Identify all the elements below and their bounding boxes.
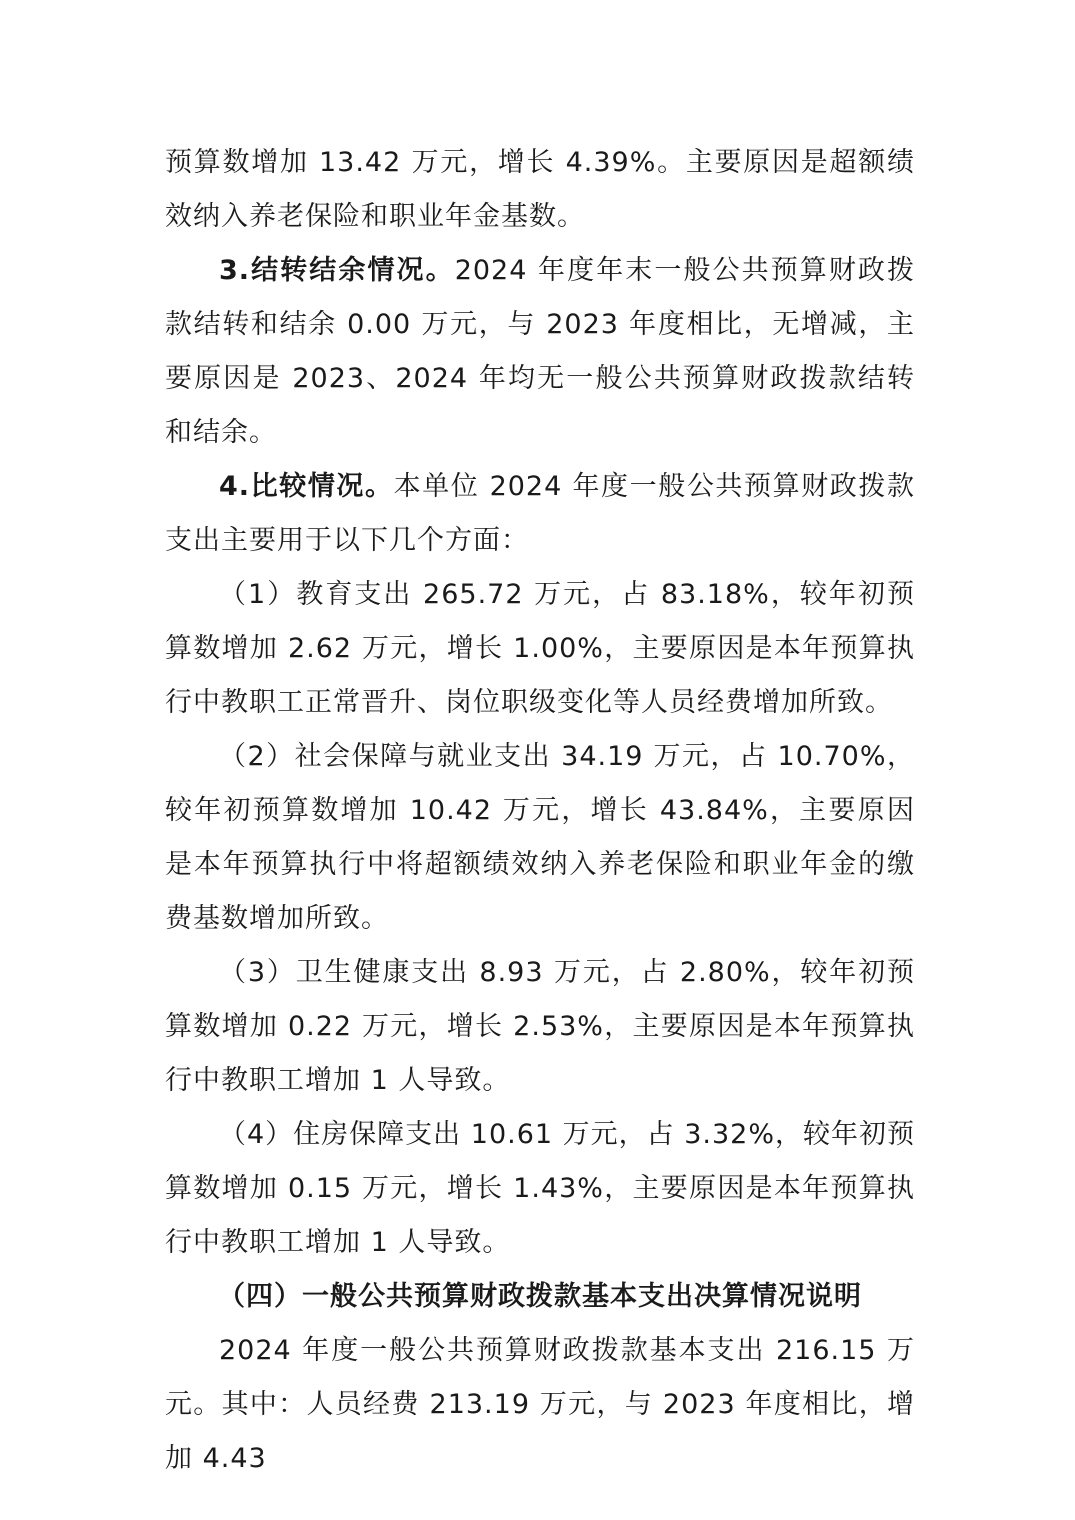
section-heading: （四）一般公共预算财政拨款基本支出决算情况说明 (218, 1281, 862, 1312)
item-social-security: （2）社会保障与就业支出 34.19 万元，占 10.70%，较年初预算数增加 10.42 万元，增长 43.84%，主要原因是本年预算执行中将超额绩效纳入养老保险和职业年金的缴费基数增加所致。 (165, 741, 915, 934)
document-body (165, 136, 915, 1486)
item-education: （1）教育支出 265.72 万元，占 83.18%，较年初预算数增加 2.62 万元，增长 1.00%，主要原因是本年预算执行中教职工正常晋升、岗位职级变化等人员经费增加所致。 (165, 579, 915, 718)
item-health: （3）卫生健康支出 8.93 万元，占 2.80%，较年初预算数增加 0.22 万元，增长 2.53%，主要原因是本年预算执行中教职工增加 1 人导致。 (165, 957, 915, 1096)
paragraph-basic-expenditure: 2024 年度一般公共预算财政拨款基本支出 216.15 万元。其中：人员经费 213.19 万元，与 2023 年度相比，增加 4.43 (165, 1335, 915, 1474)
comparison-label: 4.比较情况。 (219, 471, 394, 502)
paragraph-comparison (165, 460, 915, 568)
item-housing: （4）住房保障支出 10.61 万元，占 3.32%，较年初预算数增加 0.15 万元，增长 1.43%，主要原因是本年预算执行中教职工增加 1 人导致。 (165, 1119, 915, 1258)
carryover-text: 2024 年度年末一般公共预算财政拨款结转和结余 0.00 万元，与 2023 年度相比，无增减，主要原因是 2023、2024 年均无一般公共预算财政拨款结转和结余。 (165, 255, 916, 448)
paragraph-carryover (165, 244, 915, 460)
paragraph-continuation: 预算数增加 13.42 万元，增长 4.39%。主要原因是超额绩效纳入养老保险和职业年金基数。 (165, 147, 915, 232)
carryover-label: 3.结转结余情况。 (219, 255, 455, 286)
comparison-text: 本单位 2024 年度一般公共预算财政拨款支出主要用于以下几个方面： (165, 471, 915, 556)
